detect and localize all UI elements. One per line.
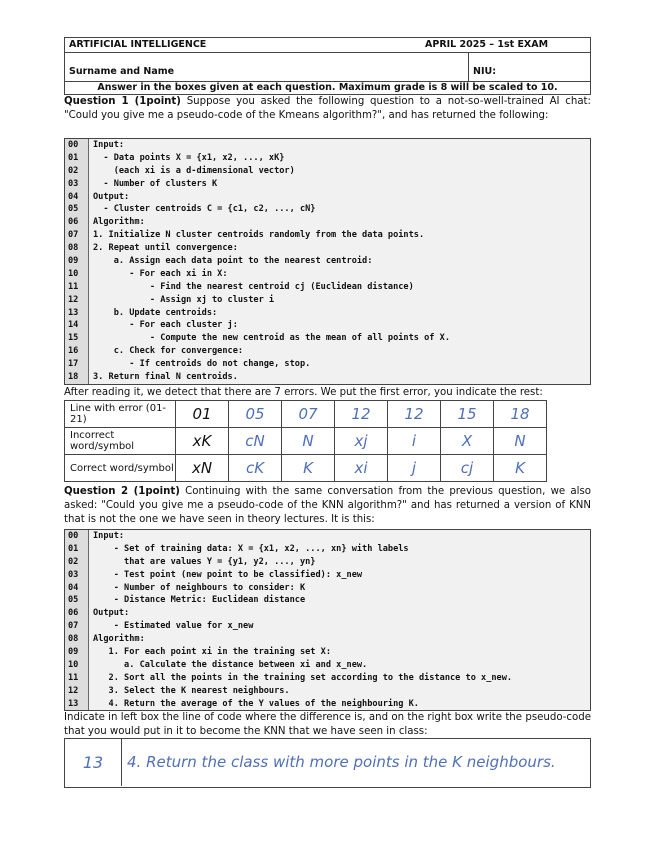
line-number: 11	[65, 672, 89, 685]
line-number: 16	[65, 345, 89, 358]
correct-cell: xi	[335, 455, 388, 482]
code-text: Output:	[89, 191, 590, 204]
code-line	[65, 332, 590, 345]
incorrect-cell: N	[282, 428, 335, 455]
incorrect-cell: cN	[229, 428, 282, 455]
line-number: 09	[65, 255, 89, 268]
code-line	[65, 698, 590, 711]
error-line-cell: 01	[176, 401, 229, 428]
code-text: - Find the nearest centroid cj (Euclidean distance)	[89, 281, 590, 294]
correct-cell: K	[282, 455, 335, 482]
code-text: 1. For each point xi in the training set X:	[89, 646, 590, 659]
code-text: - Cluster centroids C = {c1, c2, ..., cN}	[89, 203, 590, 216]
line-number: 14	[65, 319, 89, 332]
correct-cell: cK	[229, 455, 282, 482]
code-text: - Set of training data: X = {x1, x2, ..., xn} with labels	[89, 543, 590, 556]
code-text: - Test point (new point to be classified): x_new	[89, 569, 590, 582]
line-number: 13	[65, 698, 89, 711]
code-line	[65, 178, 590, 191]
code-line	[65, 268, 590, 281]
line-number: 01	[65, 543, 89, 556]
incorrect-cell: i	[388, 428, 441, 455]
niu-label: NIU:	[473, 66, 496, 77]
line-number: 00	[65, 530, 89, 543]
code-line	[65, 242, 590, 255]
code-text: Output:	[89, 607, 590, 620]
error-line-cell: 18	[494, 401, 547, 428]
exam-date: APRIL 2025 – 1st EXAM	[425, 39, 549, 50]
code-line	[65, 294, 590, 307]
code-line	[65, 216, 590, 229]
error-line-cell: 07	[282, 401, 335, 428]
table-row	[65, 428, 547, 455]
code-line	[65, 582, 590, 595]
question-2-body: Continuing with the same conversation from the previous question, we also asked: "Could you give me a pseudo-code of the KNN algorithm?" and has returned a version of KNN that is not the one we have seen in theory lectures. It is this:	[64, 486, 591, 525]
question-1-text	[64, 95, 591, 123]
row-label: Correct word/symbol	[65, 455, 176, 482]
code-text: b. Update centroids:	[89, 307, 590, 320]
table-row	[65, 455, 547, 482]
code-text: c. Check for convergence:	[89, 345, 590, 358]
line-number: 08	[65, 633, 89, 646]
line-number: 05	[65, 594, 89, 607]
code-line	[65, 371, 590, 384]
incorrect-cell: xj	[335, 428, 388, 455]
code-text: - Number of neighbours to consider: K	[89, 582, 590, 595]
code-text: Input:	[89, 139, 590, 152]
row-label: Line with error (01-21)	[65, 401, 176, 428]
error-line-cell: 12	[388, 401, 441, 428]
name-label: Surname and Name	[69, 66, 175, 77]
correct-cell: j	[388, 455, 441, 482]
code-text: Algorithm:	[89, 633, 590, 646]
code-text: a. Assign each data point to the nearest centroid:	[89, 255, 590, 268]
code-line	[65, 530, 590, 543]
code-text: 2. Sort all the points in the training set according to the distance to x_new.	[89, 672, 590, 685]
question-1-body: Suppose you asked the following question to a not-so-well-trained AI chat: "Could you give me a pseudo-code of the Kmeans algorithm?", and has returned the following:	[64, 96, 591, 121]
line-number: 15	[65, 332, 89, 345]
incorrect-cell: xK	[176, 428, 229, 455]
line-number: 10	[65, 659, 89, 672]
line-number: 10	[65, 268, 89, 281]
line-number: 02	[65, 556, 89, 569]
code-line	[65, 165, 590, 178]
errors-table	[64, 400, 547, 482]
line-number: 11	[65, 281, 89, 294]
correct-cell: cj	[441, 455, 494, 482]
answer-box	[64, 738, 591, 788]
code-text: - For each xi in X:	[89, 268, 590, 281]
code-line	[65, 191, 590, 204]
code-line	[65, 307, 590, 320]
code-line	[65, 569, 590, 582]
code-line	[65, 646, 590, 659]
exam-header	[64, 37, 591, 95]
code-line	[65, 229, 590, 242]
question-2-after: Indicate in left box the line of code where the difference is, and on the right box write the pseudo-code that you would put in it to become the KNN that we have seen in class:	[64, 712, 591, 737]
question-2-text	[64, 485, 591, 527]
line-number: 09	[65, 646, 89, 659]
code-line	[65, 255, 590, 268]
incorrect-cell: X	[441, 428, 494, 455]
code-line	[65, 281, 590, 294]
code-line	[65, 319, 590, 332]
answer-line-box[interactable]: 13	[65, 739, 122, 786]
code-line	[65, 659, 590, 672]
instructions: Answer in the boxes given at each question. Maximum grade is 8 will be scaled to 10.	[97, 82, 558, 93]
error-line-cell: 12	[335, 401, 388, 428]
line-number: 13	[65, 307, 89, 320]
line-number: 17	[65, 358, 89, 371]
line-number: 12	[65, 294, 89, 307]
line-number: 06	[65, 607, 89, 620]
code-line	[65, 685, 590, 698]
code-line	[65, 607, 590, 620]
line-number: 07	[65, 229, 89, 242]
error-line-cell: 05	[229, 401, 282, 428]
code-line	[65, 543, 590, 556]
code-line	[65, 358, 590, 371]
code-line	[65, 152, 590, 165]
course-title: ARTIFICIAL INTELLIGENCE	[69, 39, 207, 50]
question-1-after: After reading it, we detect that there are 7 errors. We put the first error, you indicate the rest:	[64, 387, 543, 398]
code-line	[65, 556, 590, 569]
code-text: - Assign xj to cluster i	[89, 294, 590, 307]
code-text: - Distance Metric: Euclidean distance	[89, 594, 590, 607]
line-number: 07	[65, 620, 89, 633]
code-text: 3. Return final N centroids.	[89, 371, 590, 384]
code-text: - Number of clusters K	[89, 178, 590, 191]
line-number: 04	[65, 582, 89, 595]
code-text: - For each cluster j:	[89, 319, 590, 332]
line-number: 03	[65, 569, 89, 582]
code-text: a. Calculate the distance between xi and x_new.	[89, 659, 590, 672]
line-number: 04	[65, 191, 89, 204]
code-line	[65, 620, 590, 633]
code-text: - Compute the new centroid as the mean of all points of X.	[89, 332, 590, 345]
code-text: - If centroids do not change, stop.	[89, 358, 590, 371]
code-line	[65, 203, 590, 216]
line-number: 00	[65, 139, 89, 152]
code-text: (each xi is a d-dimensional vector)	[89, 165, 590, 178]
table-row	[65, 401, 547, 428]
kmeans-code-block	[64, 138, 591, 385]
code-line	[65, 672, 590, 685]
question-2-title: Question 2 (1point)	[64, 486, 180, 497]
line-number: 12	[65, 685, 89, 698]
error-line-cell: 15	[441, 401, 494, 428]
answer-code-box[interactable]: 4. Return the class with more points in the K neighbours.	[127, 753, 556, 771]
code-text: that are values Y = {y1, y2, ..., yn}	[89, 556, 590, 569]
line-number: 06	[65, 216, 89, 229]
line-number: 01	[65, 152, 89, 165]
code-text: 2. Repeat until convergence:	[89, 242, 590, 255]
code-text: 4. Return the average of the Y values of the neighbouring K.	[89, 698, 590, 711]
code-text: Input:	[89, 530, 590, 543]
code-text: Algorithm:	[89, 216, 590, 229]
incorrect-cell: N	[494, 428, 547, 455]
code-text: 3. Select the K nearest neighbours.	[89, 685, 590, 698]
code-text: 1. Initialize N cluster centroids randomly from the data points.	[89, 229, 590, 242]
line-number: 18	[65, 371, 89, 384]
code-text: - Data points X = {x1, x2, ..., xK}	[89, 152, 590, 165]
code-line	[65, 633, 590, 646]
question-1-title: Question 1 (1point)	[64, 96, 181, 107]
knn-code-block	[64, 529, 591, 711]
line-number: 08	[65, 242, 89, 255]
line-number: 03	[65, 178, 89, 191]
line-number: 02	[65, 165, 89, 178]
code-line	[65, 139, 590, 152]
row-label: Incorrect word/symbol	[65, 428, 176, 455]
line-number: 05	[65, 203, 89, 216]
code-text: - Estimated value for x_new	[89, 620, 590, 633]
correct-cell: K	[494, 455, 547, 482]
code-line	[65, 594, 590, 607]
code-line	[65, 345, 590, 358]
correct-cell: xN	[176, 455, 229, 482]
